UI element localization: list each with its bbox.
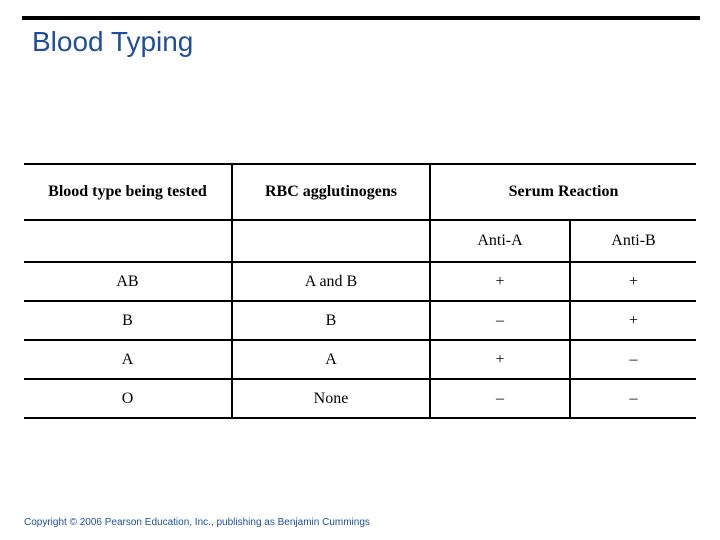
title-rule: [22, 16, 700, 20]
cell-agglutinogens: A and B: [232, 262, 430, 301]
cell-anti-a: +: [430, 340, 570, 379]
cell-anti-a: –: [430, 301, 570, 340]
cell-blood-type: O: [24, 379, 232, 418]
header-serum-reaction: Serum Reaction: [430, 164, 696, 220]
cell-blood-type: A: [24, 340, 232, 379]
cell-anti-a: +: [430, 262, 570, 301]
cell-agglutinogens: None: [232, 379, 430, 418]
cell-anti-a: –: [430, 379, 570, 418]
cell-anti-b: +: [570, 262, 696, 301]
subheader-anti-a: Anti-A: [430, 220, 570, 262]
subheader-empty-cell: [232, 220, 430, 262]
cell-anti-b: –: [570, 379, 696, 418]
cell-blood-type: B: [24, 301, 232, 340]
table-row: [24, 340, 696, 379]
cell-agglutinogens: B: [232, 301, 430, 340]
table-row: [24, 262, 696, 301]
blood-typing-table: [24, 163, 696, 419]
slide-title: Blood Typing: [32, 26, 194, 57]
table-row: [24, 379, 696, 418]
table-row: [24, 301, 696, 340]
cell-anti-b: +: [570, 301, 696, 340]
copyright-notice: Copyright © 2006 Pearson Education, Inc., publishing as Benjamin Cummings: [24, 517, 370, 528]
header-agglutinogens: RBC agglutinogens: [232, 164, 430, 220]
cell-anti-b: –: [570, 340, 696, 379]
cell-blood-type: AB: [24, 262, 232, 301]
header-blood-type: Blood type being tested: [24, 164, 232, 220]
table-subheader-row: [24, 220, 696, 262]
subheader-anti-b: Anti-B: [570, 220, 696, 262]
subheader-empty-cell: [24, 220, 232, 262]
table-header-row: [24, 164, 696, 220]
cell-agglutinogens: A: [232, 340, 430, 379]
